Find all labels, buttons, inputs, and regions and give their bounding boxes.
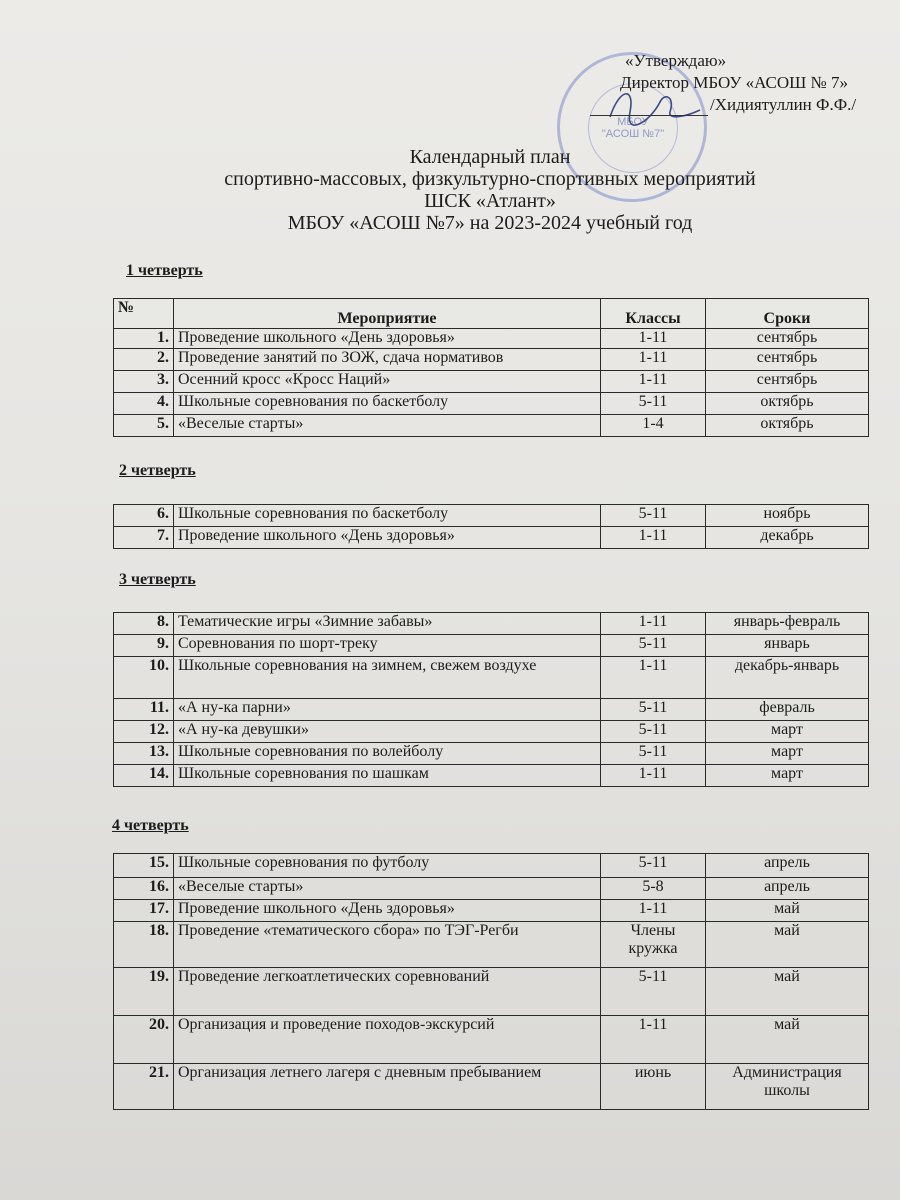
table-row <box>114 393 869 415</box>
row-num: 17. <box>114 900 174 922</box>
row-num: 15. <box>114 854 174 878</box>
row-classes: 5-11 <box>601 854 706 878</box>
quarter-1-heading: 1 четверть <box>126 262 203 279</box>
stamp-text-2: "АСОШ №7" <box>601 128 665 140</box>
row-num: 18. <box>114 922 174 968</box>
stamp-text-1: МБОУ <box>617 116 649 128</box>
table-row <box>114 635 869 657</box>
row-classes: Члены кружка <box>601 922 706 968</box>
approval-heading: «Утверждаю» <box>625 51 727 70</box>
row-classes: июнь <box>601 1064 706 1110</box>
row-term: март <box>706 721 869 743</box>
row-event: Проведение школьного «День здоровья» <box>174 527 601 549</box>
title-line-4: МБОУ «АСОШ №7» на 2023-2024 учебный год <box>287 212 693 234</box>
row-term: сентябрь <box>706 329 869 349</box>
row-num: 10. <box>114 657 174 699</box>
approval-position: Директор МБОУ «АСОШ № 7» <box>620 73 849 92</box>
row-num: 21. <box>114 1064 174 1110</box>
table-row <box>114 1016 869 1064</box>
row-num: 12. <box>114 721 174 743</box>
table-row <box>114 900 869 922</box>
approval-director-name: /Хидиятуллин Ф.Ф./ <box>710 95 857 114</box>
row-event: «Веселые старты» <box>174 415 601 437</box>
row-term: декабрь-январь <box>706 657 869 699</box>
row-term: сентябрь <box>706 349 869 371</box>
row-classes: 1-11 <box>601 900 706 922</box>
table-row <box>114 968 869 1016</box>
row-event: Школьные соревнования по баскетболу <box>174 393 601 415</box>
table-row <box>114 922 869 968</box>
table-row <box>114 613 869 635</box>
row-classes: 1-11 <box>601 371 706 393</box>
quarter-3-table <box>113 612 869 787</box>
row-num: 7. <box>114 527 174 549</box>
signature-underline <box>590 94 708 116</box>
table-row <box>114 505 869 527</box>
row-term: апрель <box>706 878 869 900</box>
table-row <box>114 854 869 878</box>
row-term: сентябрь <box>706 371 869 393</box>
row-term: май <box>706 900 869 922</box>
header-num: № <box>114 299 174 329</box>
table-header-row <box>114 299 869 329</box>
title-line-2: спортивно-массовых, физкультурно-спортивных мероприятий <box>224 168 756 190</box>
table-row <box>114 765 869 787</box>
row-term: март <box>706 743 869 765</box>
row-term: октябрь <box>706 393 869 415</box>
header-term: Сроки <box>706 299 869 329</box>
row-event: Проведение школьного «День здоровья» <box>174 900 601 922</box>
quarter-3-heading: 3 четверть <box>119 571 196 588</box>
row-num: 11. <box>114 699 174 721</box>
row-event: Проведение занятий по ЗОЖ, сдача нормативов <box>174 349 601 371</box>
row-event: Соревнования по шорт-треку <box>174 635 601 657</box>
approval-block <box>590 50 880 116</box>
row-event: Проведение «тематического сбора» по ТЭГ-Регби <box>174 922 601 968</box>
quarter-2-heading: 2 четверть <box>119 462 196 479</box>
row-event: Проведение школьного «День здоровья» <box>174 329 601 349</box>
row-num: 6. <box>114 505 174 527</box>
row-num: 4. <box>114 393 174 415</box>
row-classes: 5-11 <box>601 505 706 527</box>
row-classes: 1-11 <box>601 613 706 635</box>
row-event: «А ну-ка парни» <box>174 699 601 721</box>
row-num: 2. <box>114 349 174 371</box>
row-event: Школьные соревнования по футболу <box>174 854 601 878</box>
row-classes: 5-11 <box>601 635 706 657</box>
row-classes: 5-8 <box>601 878 706 900</box>
title-line-3: ШСК «Атлант» <box>424 190 556 212</box>
approval-signature-line <box>590 94 880 116</box>
row-num: 14. <box>114 765 174 787</box>
table-row <box>114 527 869 549</box>
row-event: Школьные соревнования по волейболу <box>174 743 601 765</box>
row-term: Администрация школы <box>706 1064 869 1110</box>
row-term: январь-февраль <box>706 613 869 635</box>
row-classes: 1-11 <box>601 765 706 787</box>
header-event: Мероприятие <box>174 299 601 329</box>
table-row <box>114 349 869 371</box>
quarter-1-table <box>113 298 869 437</box>
row-num: 16. <box>114 878 174 900</box>
row-event: «Веселые старты» <box>174 878 601 900</box>
row-num: 19. <box>114 968 174 1016</box>
row-term: ноябрь <box>706 505 869 527</box>
row-term: май <box>706 968 869 1016</box>
row-term: март <box>706 765 869 787</box>
row-event: «А ну-ка девушки» <box>174 721 601 743</box>
row-term: май <box>706 922 869 968</box>
row-event: Тематические игры «Зимние забавы» <box>174 613 601 635</box>
row-num: 3. <box>114 371 174 393</box>
row-num: 8. <box>114 613 174 635</box>
row-term: февраль <box>706 699 869 721</box>
row-classes: 1-11 <box>601 527 706 549</box>
row-event: Школьные соревнования по шашкам <box>174 765 601 787</box>
row-num: 13. <box>114 743 174 765</box>
header-classes: Классы <box>601 299 706 329</box>
title-line-1: Календарный план <box>409 146 571 168</box>
row-classes: 1-11 <box>601 1016 706 1064</box>
row-event: Школьные соревнования на зимнем, свежем воздухе <box>174 657 601 699</box>
row-num: 5. <box>114 415 174 437</box>
document-title <box>150 146 830 234</box>
row-event: Школьные соревнования по баскетболу <box>174 505 601 527</box>
quarter-2-table <box>113 504 869 549</box>
row-term: декабрь <box>706 527 869 549</box>
table-row <box>114 878 869 900</box>
table-row <box>114 1064 869 1110</box>
row-classes: 1-11 <box>601 657 706 699</box>
row-event: Осенний кросс «Кросс Наций» <box>174 371 601 393</box>
quarter-4-heading: 4 четверть <box>112 817 189 834</box>
row-event: Организация и проведение походов-экскурсий <box>174 1016 601 1064</box>
table-row <box>114 415 869 437</box>
table-row <box>114 699 869 721</box>
row-classes: 5-11 <box>601 743 706 765</box>
row-term: октябрь <box>706 415 869 437</box>
quarter-4-table <box>113 853 869 1110</box>
row-classes: 5-11 <box>601 721 706 743</box>
row-classes: 5-11 <box>601 699 706 721</box>
row-num: 1. <box>114 329 174 349</box>
row-event: Организация летнего лагеря с дневным пребыванием <box>174 1064 601 1110</box>
row-event: Проведение легкоатлетических соревнований <box>174 968 601 1016</box>
table-row <box>114 329 869 349</box>
row-classes: 5-11 <box>601 393 706 415</box>
row-num: 20. <box>114 1016 174 1064</box>
row-num: 9. <box>114 635 174 657</box>
row-term: май <box>706 1016 869 1064</box>
row-term: апрель <box>706 854 869 878</box>
row-term: январь <box>706 635 869 657</box>
row-classes: 1-11 <box>601 329 706 349</box>
row-classes: 5-11 <box>601 968 706 1016</box>
table-row <box>114 657 869 699</box>
row-classes: 1-4 <box>601 415 706 437</box>
table-row <box>114 721 869 743</box>
row-classes: 1-11 <box>601 349 706 371</box>
table-row <box>114 371 869 393</box>
table-row <box>114 743 869 765</box>
